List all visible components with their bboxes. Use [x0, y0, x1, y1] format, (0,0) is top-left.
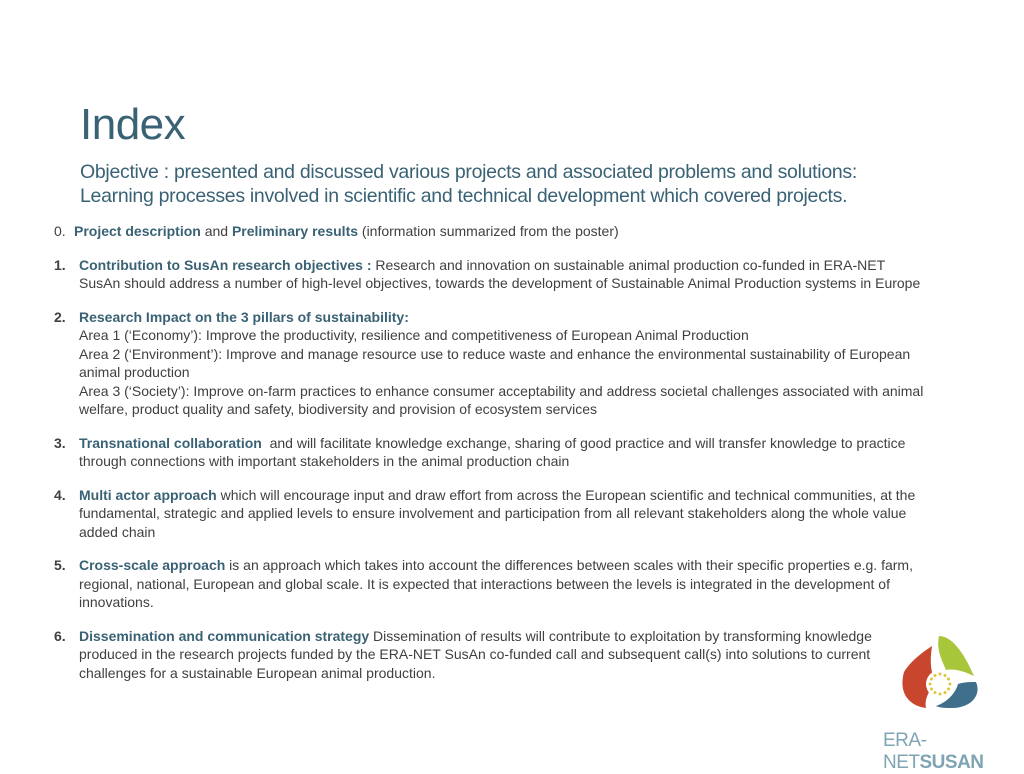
- list-item: [54, 486, 924, 542]
- item-heading: Dissemination and communication strategy: [79, 627, 370, 644]
- list-item: [54, 222, 924, 241]
- item-text: (information summarized from the poster): [358, 223, 619, 239]
- susan-logo-icon: [896, 632, 982, 712]
- item-number: 2.: [54, 308, 66, 325]
- item-number: 3.: [54, 434, 66, 451]
- item-text: and will facilitate knowledge exchange, sharing of good practice and will transfer knowledge to practice through connections with important stakeholders in the animal production chain: [79, 434, 910, 469]
- area-3-text: Area 3 (‘Society’): Improve on-farm practices to enhance consumer acceptability and address societal challenges associated with animal welfare, product quality and safety, biodiversity and provision of ecosystem services: [79, 382, 924, 417]
- item-number: 1.: [54, 256, 66, 273]
- list-item: [54, 434, 924, 471]
- list-item: [54, 627, 924, 683]
- item-number: 0.: [54, 223, 66, 239]
- item-heading: Project description: [74, 223, 201, 239]
- item-heading: Multi actor approach: [79, 486, 217, 503]
- objective-line-2: Learning processes involved in scientific and technical development which covered projects.: [80, 185, 848, 207]
- list-item: [54, 256, 924, 293]
- item-text: Research and innovation on sustainable animal production co-funded in ERA-NET SusAn should address a number of high-level objectives, towards the development of Sustainable Animal Production systems in Europe: [79, 256, 921, 291]
- objective: [80, 160, 960, 208]
- brand-part-1: ERA-NET: [883, 730, 927, 773]
- list-item: [54, 556, 924, 612]
- area-1-text: Area 1 (‘Economy’): Improve the productivity, resilience and competitiveness of European Animal Production: [79, 327, 749, 343]
- item-heading-2: Preliminary results: [231, 223, 359, 239]
- item-heading: Cross-scale approach: [79, 557, 226, 573]
- area-2-text: Area 2 (‘Environment’): Improve and manage resource use to reduce waste and enhance the environmental sustainability of European animal production: [79, 345, 911, 380]
- brand-wordmark: [883, 730, 1024, 774]
- item-text: which will encourage input and draw effort from across the European scientific and technical communities, at the fundamental, strategic and applied levels to ensure involvement and participation from all relevant stakeholders along the whole value added chain: [79, 486, 916, 540]
- page-title: Index: [80, 100, 186, 149]
- item-text: is an approach which takes into account the differences between scales with their specific properties e.g. farm, regional, national, European and global scale. It is expected that interactions between the levels is integrated in the development of innovations.: [79, 557, 913, 610]
- brand-part-2: SUSAN: [919, 752, 984, 773]
- item-number: 4.: [54, 486, 66, 503]
- logo-green-segment: [938, 636, 974, 676]
- item-heading: Contribution to SusAn research objectives :: [79, 256, 376, 273]
- item-number: 6.: [54, 627, 66, 644]
- index-list: [54, 222, 924, 697]
- item-heading: Transnational collaboration: [79, 434, 262, 451]
- item-number: 5.: [54, 557, 66, 573]
- objective-line-1: Objective : presented and discussed various projects and associated problems and solutions:: [80, 161, 857, 183]
- item-text: Dissemination of results will contribute to exploitation by transforming knowledge produced in the research projects funded by the ERA-NET SusAn co-funded call and subsequent call(s) into solutions to current challenges for a sustainable European animal production.: [79, 627, 872, 681]
- list-item: [54, 308, 924, 419]
- item-heading: Research Impact on the 3 pillars of sustainability:: [79, 308, 409, 325]
- item-text: and: [200, 223, 232, 239]
